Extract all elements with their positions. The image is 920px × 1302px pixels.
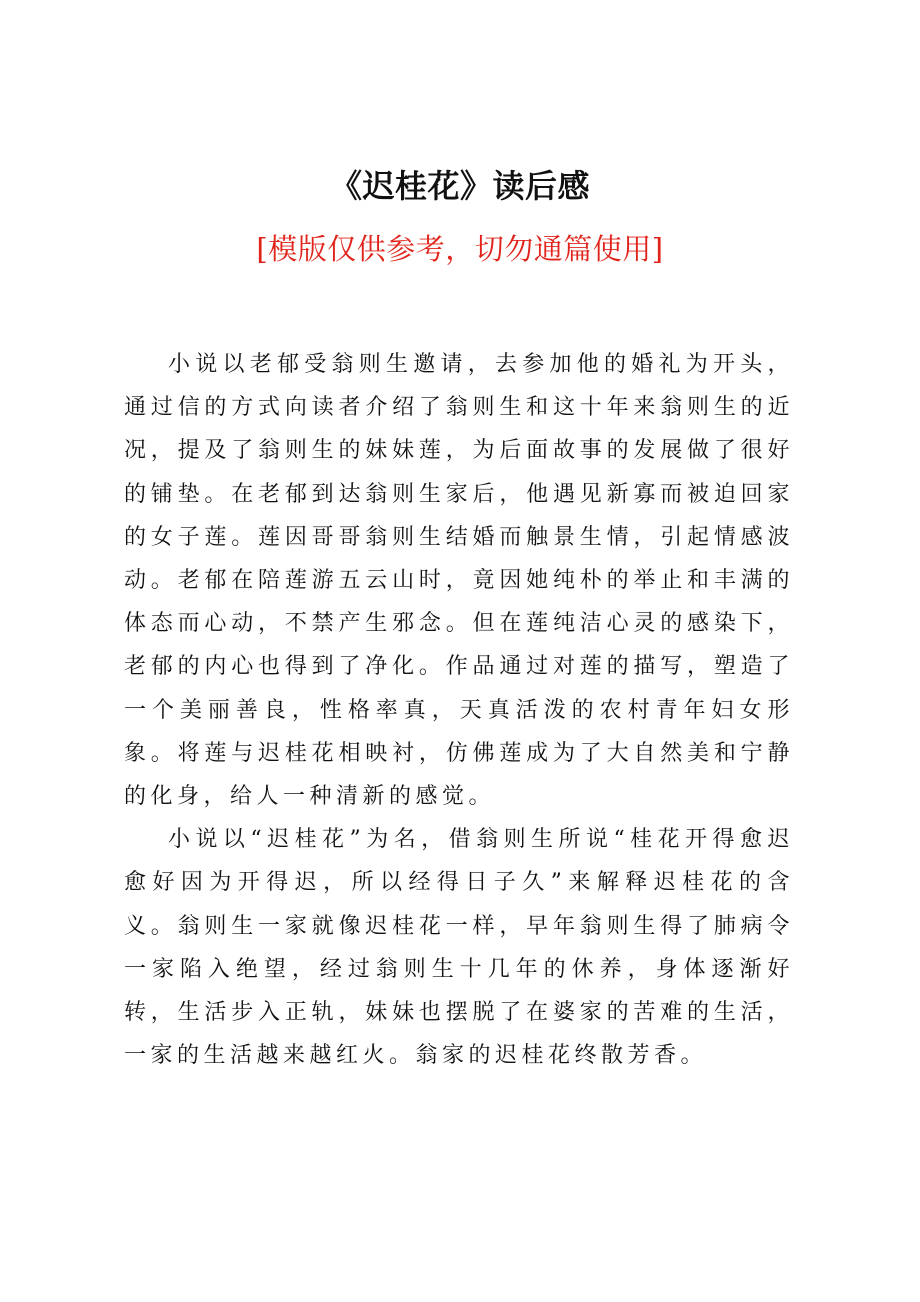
body-paragraph-2: 小说以“迟桂花”为名，借翁则生所说“桂花开得愈迟愈好因为开得迟，所以经得日子久”来解释迟桂花的含义。翁则生一家就像迟桂花一样，早年翁则生得了肺病令一家陷入绝望，经过翁则生十几年的休养，身体逐渐好转，生活步入正轨，妹妹也摆脱了在婆家的苦难的生活，一家的生活越来越红火。翁家的迟桂花终散芳香。 xyxy=(124,827,794,1069)
document-title: 《迟桂花》读后感 xyxy=(329,167,590,205)
body-paragraph-1: 小说以老郁受翁则生邀请，去参加他的婚礼为开头，通过信的方式向读者介绍了翁则生和这十年来翁则生的近况，提及了翁则生的妹妹莲，为后面故事的发展做了很好的铺垫。在老郁到达翁则生家后，他遇见新寡而被迫回家的女子莲。莲因哥哥翁则生结婚而触景生情，引起情感波动。老郁在陪莲游五云山时，竟因她纯朴的举止和丰满的体态而心动，不禁产生邪念。但在莲纯洁心灵的感染下，老郁的内心也得到了净化。作品通过对莲的描写，塑造了一个美丽善良，性格率真，天真活泼的农村青年妇女形象。将莲与迟桂花相映衬，仿佛莲成为了大自然美和宁静的化身，给人一种清新的感觉。 xyxy=(124,352,794,810)
template-notice: [模版仅供参考，切勿通篇使用] xyxy=(256,232,664,266)
document-body xyxy=(124,343,794,1077)
